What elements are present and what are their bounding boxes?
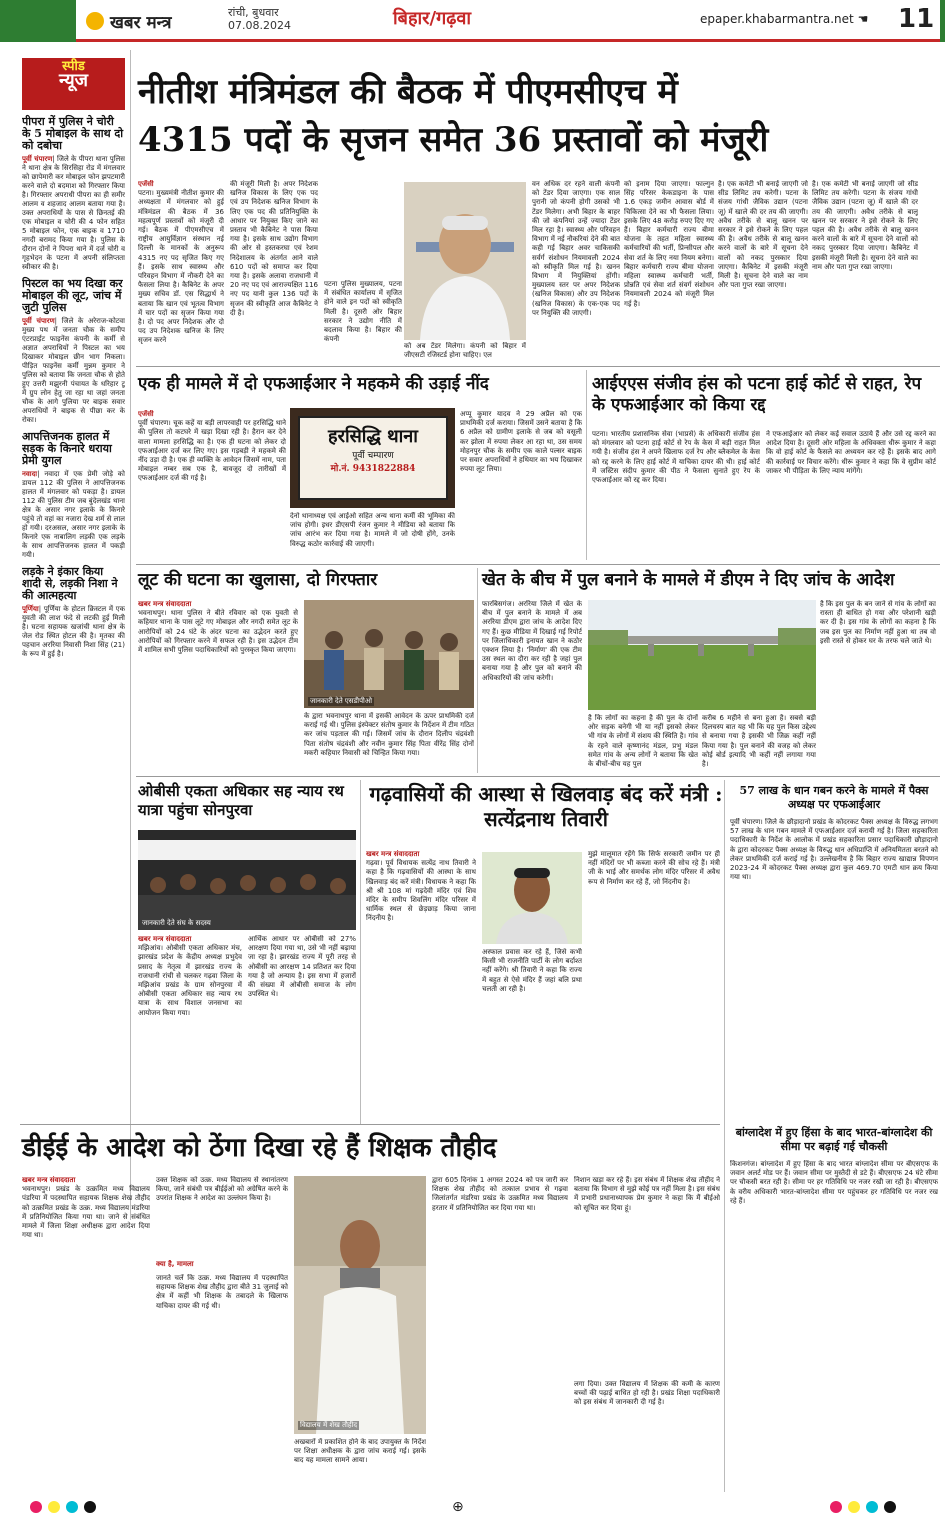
lead-col-3: पटना पुलिस मुख्यालय, पटना में संबंधित कार्यालय में सृजित होने वाले इन पदों को स्वीकृति मिली है। दूसरी ओर बिहार सरकार ने उद्योग नीति में बदलाव किया है। बिहार की कंपनी — [324, 280, 402, 344]
obc-body-1 — [138, 935, 242, 1120]
sidebar-story-title: आपत्तिजनक हालत में सड़क के किनारे धराया प्रेमी युगल — [22, 430, 112, 467]
lead-photo — [404, 182, 526, 340]
obc-byline: खबर मन्त्र संवाददाता — [138, 935, 192, 943]
pointer-hand-icon: ☚ — [857, 12, 869, 26]
pacs-headline: 57 लाख के धान गबन करने के मामले में पैक्स अध्यक्ष पर एफआईआर — [739, 784, 929, 811]
edition-city-day: रांची, बुधवार — [228, 6, 279, 19]
lead-headline-line2: 4315 पदों के सृजन समेत 36 प्रस्तावों को मंजूरी — [138, 120, 769, 160]
epaper-url-text[interactable]: epaper.khabarmantra.net — [700, 12, 854, 26]
ias-body-1: पटना। भारतीय प्रशासनिक सेवा (भाप्रसे) के अधिकारी संजीव हंस को मंगलवार को पटना हाई कोर्ट से रेप के केस में बड़ी राहत मिल गयी है। संजीव हंस ने अपने खिलाफ दर्ज रेप और ब्लैकमेल के केस को रद्द करने के लिए हाई कोर्ट में याचिका दायर की थी। हाई कोर्ट में जस्टिस संदीप कुमार की पीठ ने फैसला सुनाते हुए रेप के एफआईआर को रद्द कर दिया। — [592, 430, 760, 485]
deo-body-2: उक्त शिक्षक को उत्क्र. मध्य विद्यालय से स्थानांतरण किया, जाने संबंधी पत्र बीईईओ को अग्रेषित करने के उपरांत शिक्षक ने आदेश का उल्लंघन किया है। — [156, 1176, 288, 1203]
lead-col-4: वन अधिक दर रहने वाली कंपनी को टेंडर दिया जाएगा। एक साल पुरानी जो कंपनी होगी उसको भी टेंडर मिलेगा। अभी बिहार के बाहर की जो कंपनियां उन्हें ज्यादा टेंडर मिल रहा है। स्वास्थ्य और परिवहन विभाग में नई नौकरियां देने की बात कही गई बिहार अवर चाकिसकी सर्वर्ग संशोधन नियमावली 2024 को स्वीकृति मिल गई है। खनन विभाग में नियुक्तियां होंगी। मुख्यालय स्तर पर अपर निदेशक (खनिज विकास) और उप निदेशक (खनिज विकास) के एक-एक पद पर नियुक्ति की जाएगी। — [532, 180, 620, 317]
sidebar-story-place: पूर्वी चंपारण — [22, 155, 53, 163]
badge-bottom: न्यूज — [58, 70, 89, 91]
loot-body1-text: भवनाथपुर। थाना पुलिस ने बीते रविवार को एक युवती से कहियार थाना के पास लूटे गए मोबाइल और नगदी समेत लूट के आरोपियों को 24 घंटे के अंदर घटना का उद्भेदन करते हुए आरोपियों को गिरफ्तार करने में सफल रही है। इस उद्भेदन टीम में शामिल सभी पुलिस पदाधिकारियों को पुरस्कृत किया जाएगा। — [138, 609, 298, 655]
minister-body-3: मुझे मालूमात रहेंगे कि सिर्फ सरकारी जमीन पर ही नहीं मंदिरों पर भी कब्जा करने की सोच रहे हैं। मंत्री जी के भाई और समर्थक लोग मंदिर परिसर में अवैध रूप से निर्माण कर रहे हैं, जो निंदनीय है। — [588, 850, 720, 886]
column-divider — [477, 568, 478, 773]
obc-body1-text: मझिआंव। ओबीसी एकता अधिकार मंच, झारखंड प्रदेश के केंद्रीय अध्यक्ष प्रभुदेव प्रसाद के नेतृत्व में झारखंड राज्य के राजधानी रांची से चलकर गढ़वा जिला के मझिआंव प्रखंड के ग्राम सोनपुरवा में ओबीसी एकता अधिकार सह न्याय रथ यात्रा के साथ विशाल जनसभा का आयोजन किया गया। — [138, 944, 242, 1017]
minister-portrait-photo — [482, 852, 582, 944]
minister-body1-text: गढ़वा। पूर्व विधायक सत्येंद्र नाथ तिवारी ने कहा है कि गढ़वासियों की आस्था के साथ खिलवाड़ बंद करें मंत्री। विधायक ने कहा कि श्री श्री 108 मां गढ़देवी मंदिर एवं शिव मंदिर के समीप शिवलिंग मंदिर परिसर में धार्मिक स्थल से छेड़छाड़ किया जाना निंदनीय है। — [366, 859, 476, 923]
speed-news-badge — [22, 58, 125, 110]
deo-byline: खबर मन्त्र संवाददाता — [22, 1176, 76, 1184]
sidebar-story-place: पूर्वी चंपारण — [22, 317, 55, 325]
masthead — [0, 0, 945, 42]
lead-byline: एजेंसी — [138, 180, 154, 188]
sidebar-story-text: | जिले के पीपरा थाना पुलिस ने थाना क्षेत्र के सिरसिहा रोड में मंगलवार को छापेमारी कर मोबाइल फोन झपटमारी करने वाले दो बदमाश को गिरफ्तार किया है। गिरफ्तार अपराधी पीपरा का ही समीर आलम व शहजाद आलम बताया गया है। उक्त अपराधियों के पास से छिनतई की एक मोबाइल व चोरी की 4 फोन सहित 5 मोबाइल फोन, एक बाइक व 1710 नगदी बरामद किया गया है। पुलिस के दौरान दोनों ने पिपरा थाने में दर्ज चोरी व गृहभेदन के पटना में अपनी संलिप्तता स्वीकार की है। — [22, 155, 125, 271]
portrait-illustration — [482, 852, 582, 944]
station-signboard — [298, 416, 448, 500]
loot-body-1 — [138, 600, 298, 770]
sidebar-story-body — [22, 470, 125, 560]
deo-body-4: अखबारों में प्रकाशित होने के बाद उपायुक्त के निर्देश पर शिक्षा अधीक्षक के द्वारा जांच कराई गई। इसके बाद यह मामला सामने आया। — [294, 1438, 426, 1465]
lead-col-7: है। एक कमेटी भी बनाई जाएगी जो सीड लिमिट तय करेगी। पटना के संजय गांधी जैविक उद्यान (पटना जू) में खाले की दर तय की जाएगी। अवैध तरीके से बालू खनन पर सरकार ने इसे रोकने के लिए पहल की है। अवैध तरीके से बालू खनन करने वालों के बारे में सूचना देने वालों को नकद पुरस्कार दिया जाएगा। कैबिनेट में इसकी मंजूरी मिली है। सूचना देने वाले का नाम और पता गुप्त रखा जाएगा। — [812, 180, 918, 271]
sidebar-story — [22, 278, 125, 425]
teacher-photo — [294, 1176, 426, 1434]
loot-body-2: के द्वारा भवनाथपुर थाना में इसकी आवेदन के ऊपर प्राथमिकी दर्ज कराई गई थी। पुलिस इंस्पेक्टर संतोष कुमार के निर्देशन में टीम गठित कर जांच पड़ताल की गई। जिसमें जांच के दौरान दिलीप चंद्रवंशी पिता संतोष चंद्रवंशी और नवीन कुमार सिंह पिता वीरेंद्र सिंह दोनों मकरी कहियार निवासी को चिन्हित किया गया। — [304, 712, 474, 757]
minister-body-1 — [366, 850, 476, 1120]
minister-headline: गढ़वासियों की आस्था से खिलवाड़ बंद करें मंत्री : सत्येंद्रनाथ तिवारी — [369, 782, 723, 831]
dm-headline: खेत के बीच में पुल बनाने के मामले में डीएम ने दिए जांच के आदेश — [482, 570, 895, 590]
column-divider — [360, 780, 361, 1125]
teacher-illustration — [294, 1176, 426, 1434]
obc-body-2: आर्थिक आधार पर ओबीसी को 27% आरक्षण दिया गया था, उसे भी नहीं बढ़ाया जा रहा है। झारखंड राज्य में पूरी तरह से ओबीसी का आरक्षण 14 प्रतिशत कर दिया गया है जो अन्याय है। इस सभा में हजारों की संख्या में ओबीसी समाज के लोग उपस्थित थे। — [248, 935, 356, 999]
column-divider — [130, 50, 131, 1220]
section-divider — [20, 1124, 720, 1125]
crosshair-register-icon: ⊕ — [452, 1499, 464, 1515]
dm-body-1: फारबिसगंज। अररिया जिले में खेत के बीच में पुल बनाने के मामले में अब अररिया डीएम द्वारा जांच के आदेश दिए गए हैं। कुछ मीडिया में दिखाई गई रिपोर्ट पर जिलाधिकारी इनायत खान ने कठोर एक्शन लिया है। 'निर्माण' की एक टीम उस स्थल का दौरा कर रही है जहां पुल बनाया गया है और पुल को बनाने की अधिकारियों की जांच करेगी। — [482, 600, 582, 682]
sidebar-story-text: | पूर्णिया के होटल क्रिस्टल में एक युवती की लाश फंदे से लटकी हुई मिली है। घटना सहायक खजांची थाना क्षेत्र के जेल रोड स्थित होटल की है। मृतका की पहचान अररिया निवासी निशा सिंह (21) के रूप में हुई है। — [22, 605, 125, 658]
lead-col-6: है। एक कमेटी भी बनाई जाएगी जो सीड लिमिट तय करेगी। पटना के संजय गांधी जैविक उद्यान (पटना जू) में खाले की दर तय की जाएगी। अवैध तरीके से बालू खनन पर सरकार ने इसे रोकने के लिए पहल की है। अवैध तरीके से बालू खनन करने वालों के बारे में सूचना देने वालों को नकद पुरस्कार दिया जाएगा। कैबिनेट में इसकी मंजूरी मिली है। सूचना देने वाले का नाम और पता गुप्त रखा जाएगा। — [718, 180, 808, 290]
sidebar-story-body — [22, 605, 125, 659]
sidebar-story-text: | जिले के अरेराज-कोटवा मुख्य पथ में जनता चौक के समीप एंटरप्राईट फाइनेंस कंपनी के कर्मी से अज्ञात अपराधियों ने पिस्टल का भय दिखाकर मोबाइल छीन भाग निकला। पीड़ित फाइनेंस कर्मी मुन्नम कुमार ने पुलिस को बताया कि जनता चौक से होते हुए उत्तरी मझुरनी पंचायत के धरिहार टू में ग्रुप लोन हेतु जा रहा था जहां जनता चौक के आगे पुलिया पर बाइक सवार अपराधियों ने बाइक से पीछा कर के रोका। — [22, 317, 125, 424]
column-divider — [724, 780, 725, 1125]
police-station-sign-photo — [290, 408, 455, 508]
lead-headline — [138, 68, 938, 164]
minister-byline: खबर मन्त्र संवाददाता — [366, 850, 420, 858]
lead-col1-text: पटना। मुख्यमंत्री नीतीश कुमार की अध्यक्षता में मंगलवार को हुई मंत्रिमंडल की बैठक में 36 महत्वपूर्ण प्रस्तावों को मंजूरी दी गई। बैठक में पीएमसीएच में राष्ट्रीय आयुर्विज्ञान संस्थान नई दिल्ली के मानकों के अनुरूप 4315 नए पद सृजित किए गए हैं। इसके साथ स्वास्थ्य और परिवहन विभाग में नौकरी देने का फैसला लिया है। कैबिनेट के अपर मुख्य सचिव डॉ. एस सिद्धार्थ ने बताया कि खान एवं भूतत्व विभाग में चार पदों का सृजन किया गया है। दो पद अपर निदेशक और दो पद उप निदेशक खनिज के लिए सृजन करने — [138, 189, 224, 345]
speed-news-sidebar — [22, 58, 125, 1218]
pacs-body: पूर्वी चंपारण। जिले के छौड़ादानो प्रखंड के कोदरकट पैक्स अध्यक्ष के विरुद्ध लगभग 57 लाख के धान गबन मामले में एफआईआर दर्ज करायी गई है। जिला सहकारिता पदाधिकारी के निर्देश के आलोक में प्रखंड सहकारिता प्रसार पदाधिकारी छौड़ादानो के द्वारा कोदरकट पैक्स अध्यक्ष के विरुद्ध धान अधिप्राप्ति में अनियमितता बरतने को लेकर प्राथमिकी दर्ज कराई गई है। उल्लेखनीय है कि बिहार राज्य खाद्यान्न विपणन 2023-24 में कोदरकट पैक्स अध्यक्ष द्वारा कुल 469.70 एमटी धान क्रय किया गया था। — [730, 818, 938, 882]
fir-byline: एजेंसी — [138, 410, 154, 418]
sidebar-story — [22, 431, 125, 560]
field-bridge-illustration — [588, 600, 816, 710]
page-number: 11 — [898, 4, 935, 34]
deo-headline: डीईई के आदेश को ठेंगा दिखा रहे हैं शिक्षक तौहीद — [22, 1133, 497, 1163]
sidebar-story — [22, 566, 125, 659]
sidebar-story-text: | नवादा में एक प्रेमी जोड़े को डायल 112 की पुलिस ने आपत्तिजनक हालत में मंगलवार को पकड़ा है। डायल 112 की पुलिस टीम जब बुंदेलखंड थाना क्षेत्र के असार नगर इलाके के किनारे पहुंचे तो वहां का नजारा देख शर्म से लाल हो गयी। दरअसल, असार नगर इलाके के किनारे एक नाबालिग लड़की एक लड़के के साथ आपत्तिजनक हालत में पकड़ी गयी। — [22, 470, 125, 559]
sidebar-story-title: पीपरा में पुलिस ने चोरी के 5 मोबाइल के साथ दो को दबोचा — [22, 115, 124, 152]
fir-body-3: अप्पू कुमार यादव ने 29 अप्रैल को एक प्राथमिकी दर्ज कराया। जिसमें उसने बताया है कि 6 अप्रैल को ग्रामीण इलाके से जब को वसूली कर झोला में रुपया लेकर आ रहा था, उस समय मोहनपुर चौक के समीप एक काले पल्सर बाइक पर सवार अपराधियों ने हथियार का भय दिखाकर रुपया लूट लिया। — [460, 410, 582, 474]
fir-body-1 — [138, 410, 286, 560]
portrait-illustration — [404, 182, 526, 340]
deo-body-6: निशान खड़ा कर रहे हैं। इस संबंध में शिक्षक शेख तौहीद ने बताया कि विभाग से मुझे कोई पत्र नहीं मिला है। इस संबंध में प्रभारी प्रधानाध्यापक प्रेम कुमार ने कहा कि मैं बीईओ को सूचित कर दिया हूं। — [574, 1176, 720, 1212]
loot-byline: खबर मन्त्र संवाददाता — [138, 600, 192, 608]
deo-body-1 — [22, 1176, 150, 1488]
loot-press-photo — [304, 600, 474, 708]
masthead-stripe-left — [0, 0, 76, 42]
color-register-dot — [30, 1501, 42, 1513]
sidebar-story-title: पिस्टल का भय दिखा कर मोबाइल की लूट, जांच में जुटी पुलिस — [22, 277, 123, 314]
rally-crowd-illustration — [138, 830, 356, 930]
teacher-photo-caption: विद्यालय में शेख तौहीद — [300, 1421, 358, 1429]
group-photo-illustration — [304, 600, 474, 708]
obc-photo-caption: जानकारी देते संघ के सदस्य — [142, 919, 211, 927]
sidebar-story-place: पूर्णिया — [22, 605, 39, 613]
column-divider — [724, 1124, 725, 1492]
color-register-dot — [848, 1501, 860, 1513]
border-headline: बांग्लादेश में हुए हिंसा के बाद भारत-बांग्लादेश की सीमा पर बढ़ाई गई चौकसी — [735, 1126, 933, 1153]
border-body: किशनगंज। बांग्लादेश में हुए हिंसा के बाद भारत बांग्लादेश सीमा पर बीएसएफ के जवान अलर्ट मोड पर हैं। जवान सीमा पर मुस्तैदी से डटे हैं। बीएसएफ 24 घंटे सीमा पर चौकसी बरत रही है। सीमा पर हर गतिविधि पर नजर रखी जा रही है। बीएसएफ के वरीय अधिकारी भारत-बांग्लादेश सीमा पर पहुंचकर हर गतिविधि पर नजर रख रहे हैं। — [730, 1160, 938, 1205]
fir-body1-text: पूर्वी चंपारण। चूक कहें या बड़ी लापरवाही पर हरसिद्धि थाने की पुलिस तो कटघरे में खड़ा दिखा रही है। हैरान कर देने वाला मामला हरसिद्धि का है। एक ही घटना को लेकर दो एफआईआर दर्ज कर लिए गए। इस गड़बड़ी ने महकमे की नींद उड़ा दी है। एक ही व्यक्ति के आवेदन जिसमें नाम, पता मोबाइल नम्बर सब एक है, बावजूद दो तारीखों में एफआईआर दर्ज की गई है। — [138, 419, 286, 483]
sidebar-story-body — [22, 155, 125, 272]
lead-col-2: की मंजूरी मिली है। अपर निदेशक खनिज विकास के लिए एक पद एवं उप निदेशक खनिज विभाग के लिए एक पद की प्रतिनियुक्ति के आधार पर नियुक्त किए जाने का प्रस्ताव भी कैबिनेट ने पास किया गया है। इसके साथ उद्योग विभाग की ओर से हस्तकरघा एवं रेशम निदेशालय के अंतर्गत आने वाले 610 पदों को समाप्त कर दिया गया है। इसके अलावा राजधानी में 20 नए पद एवं आराज्यक्षित 116 नए पद यानी कुल 136 पदों के सृजन की स्वीकृति आज कैबिनेट ने दी है। — [230, 180, 318, 317]
edition-date: 07.08.2024 — [228, 19, 291, 32]
deo-body-5: द्वारा 605 दिनांक 1 अगस्त 2024 को पत्र जारी कर शिक्षक शेख तौहीद को तत्काल प्रभाव से गढ़वा जिलांतर्गत मंडरिया प्रखंड के उत्क्रमित मध्य विद्यालय हरतार में प्रतिनियोजित कर दिया गया था। — [432, 1176, 568, 1212]
deo-body-3: जानते चलें कि उत्क्र. मध्य विद्यालय में पदस्थापित सहायक शिक्षक शेख तौहीद द्वारा बीते 31 जुलाई को क्षेत्र में कहीं भी शिक्षक के तबादले के खिलाफ याचिका दायर की गई थी। — [156, 1274, 288, 1310]
lead-col-5: को इनाम दिया जाएगा। फाल्गुन सिंह परिसर केकडाइना के पास 1.6 एकड़ जमीन आवास बोर्ड में चिकित्सा देने का भी फैसला लिया। इसके लिए 48 करोड़ रुपए दिए गए हैं। बिहार कर्मचारी राज्य बीमा योजना के तहत महिला स्वास्थ्य कर्मचारियों की भर्ती, प्रिन्सीपल और सेवा शर्त के लिए नया नियम बनेगा। बिहार कर्मचारी राज्य बीमा योजना महिला स्वास्थ्य कर्मचारी भर्ती, प्रोन्नति एवं सेवा शर्त संवर्ग संशोधन नियमावली 2024 को मंजूरी मिल गई है। — [624, 180, 714, 308]
ias-body-2: ने एफआईआर को लेकर कई सवाल उठाये हैं और उसे रद्द करने का आदेश दिया है। दूसरी ओर महिला के अधिवक्ता धीरू कुमार ने कहा कि वो हाई कोर्ट के फैसले का अध्ययन कर रहे हैं। इसके बाद आगे की कार्रवाई पर विचार करेंगे। धीरू कुमार ने कहा कि वे सुप्रीम कोर्ट जाकर भी पीड़िता के लिए न्याय मांगेंगे। — [766, 430, 936, 475]
sign-phone: मो.नं. 9431822884 — [330, 464, 416, 474]
edition-meta — [228, 6, 291, 32]
section-divider — [136, 564, 940, 565]
fir-body-2: देनो थानाध्यक्ष एवं आईओ सहित अन्य थाना कर्मी की भूमिका की जांच होगी। इधर डीएसपी रंजन कुमार ने मीडिया को बताया कि जांच आरंभ कर दिया गया है। मामले में जो दोषी होंगे, उनके विरुद्ध कठोर कार्रवाई की जाएगी। — [290, 512, 455, 548]
print-footer — [0, 1497, 945, 1517]
dm-body-4: है कि इस पुल के बन जाने से गांव के लोगों का रास्ता ही बाधित हो गया और परेशानी खड़ी कर दी है। इस गांव के लोगों का कहना है कि जब इस पुल का निर्माण नहीं हुआ था तब वो इसी रास्ते से होकर घर के तरफ चले जाते थे। — [820, 600, 936, 645]
bridge-field-photo — [588, 600, 816, 710]
badge-top: स्पीड — [62, 59, 85, 74]
lead-headline-line1: नीतीश मंत्रिमंडल की बैठक में पीएमसीएच में — [138, 72, 678, 112]
ias-headline: आईएएस संजीव हंस को पटना हाई कोर्ट से राहत, रेप के एफआईआर को किया रद्द — [592, 374, 922, 416]
dm-body-3: करीब 6 महीने से बना हुआ है। सबसे बड़ी दिलचस्प बात यह भी कि यह पुल किस उद्देश्य से बनाया गया है इसकी भी जिक्र कहीं नहीं किया गया है। पुल बनाने की वजह को लेकर कोई बोर्ड इत्यादि भी कहीं नहीं लगाया गया है। — [702, 714, 816, 769]
color-register-dot — [66, 1501, 78, 1513]
loot-photo-caption: जानकारी देते एसडीपीओ — [310, 697, 373, 705]
section-title: बिहार/गढ़वा — [393, 8, 472, 29]
sidebar-story — [22, 116, 125, 272]
dm-body-2: है कि लोगों का कहना है की पुल के दोनों ओर सड़क बनेगी भी या नहीं इसको लेकर भी गांव के लोगों में संशय की स्थिति है। गांव के रहने वाले कृष्णानंद मंडल, प्रभु मंडल समेत गांव के अन्य लोगों ने बताया कि खेत के बीचों-बीच यह पुल — [588, 714, 698, 769]
fir-headline: एक ही मामले में दो एफआईआर ने महकमे की उड़ाई नींद — [138, 374, 489, 394]
color-register-dot — [866, 1501, 878, 1513]
sidebar-story-title: लड़के ने इंकार किया शादी से, लड़की निशा ने की आत्महत्या — [22, 565, 118, 602]
deo-subhead: क्या है, मामला — [156, 1260, 194, 1268]
sign-title: हरसिद्धि थाना — [328, 426, 418, 447]
section-divider — [136, 366, 940, 367]
lead-photo-caption: को अब टेंडर मिलेगा। कंपनी को बिहार में जीएसटी रजिस्टर्ड होना चाहिए। एल — [404, 342, 526, 360]
sidebar-story-body — [22, 317, 125, 425]
masthead-stripe-right — [940, 0, 945, 42]
column-divider — [586, 370, 587, 560]
color-register-dot — [84, 1501, 96, 1513]
sidebar-story-place: नवादा — [22, 470, 38, 478]
sign-subtitle: पूर्वी चम्पारण — [352, 451, 394, 461]
deo-body1-text: भवनाथपुर। प्रखंड के उत्क्रमित मध्य विद्यालय पंडरिया में पदस्थापित सहायक शिक्षक शेख तौहीद को उत्क्रमित प्रखंड के उत्क्र. मध्य विद्यालय मंडरिया में प्रतिनियोजित किया गया था। जाने से संबंधित मामले में जिला शिक्षा अधीक्षक द्वारा आदेश दिया गया था। — [22, 1185, 150, 1240]
color-register-dot — [884, 1501, 896, 1513]
loot-headline: लूट की घटना का खुलासा, दो गिरफ्तार — [138, 570, 378, 590]
color-register-dot — [48, 1501, 60, 1513]
brand-name: खबर मन्त्र — [110, 13, 172, 33]
lead-col-1 — [138, 180, 224, 355]
obc-headline: ओबीसी एकता अधिकार सह न्याय रथ यात्रा पहुंचा सोनपुरवा — [138, 782, 344, 819]
epaper-url[interactable] — [700, 12, 868, 26]
section-divider — [136, 776, 940, 777]
color-register-dot — [830, 1501, 842, 1513]
obc-rally-photo — [138, 830, 356, 930]
minister-body-2: अस्फाल प्रवास कर रहे हैं, जिसे कभी किसी भी राजनीति पार्टी के लोग बर्दाश्त नहीं करेंगे। श्री तिवारी ने कहा कि राज्य में बहुत से ऐसे मंदिर हैं जहां बलि प्रथा चलती आ रही है। — [482, 948, 582, 993]
deo-body-7: लगा दिया। उक्त विद्यालय में शिक्षक की कमी के कारण बच्चों की पढ़ाई बाधित हो रही है। प्रखंड शिक्षा पदाधिकारी को इस संबंध में जानकारी दी गई है। — [574, 1380, 720, 1407]
brand-circle-icon — [86, 12, 104, 30]
